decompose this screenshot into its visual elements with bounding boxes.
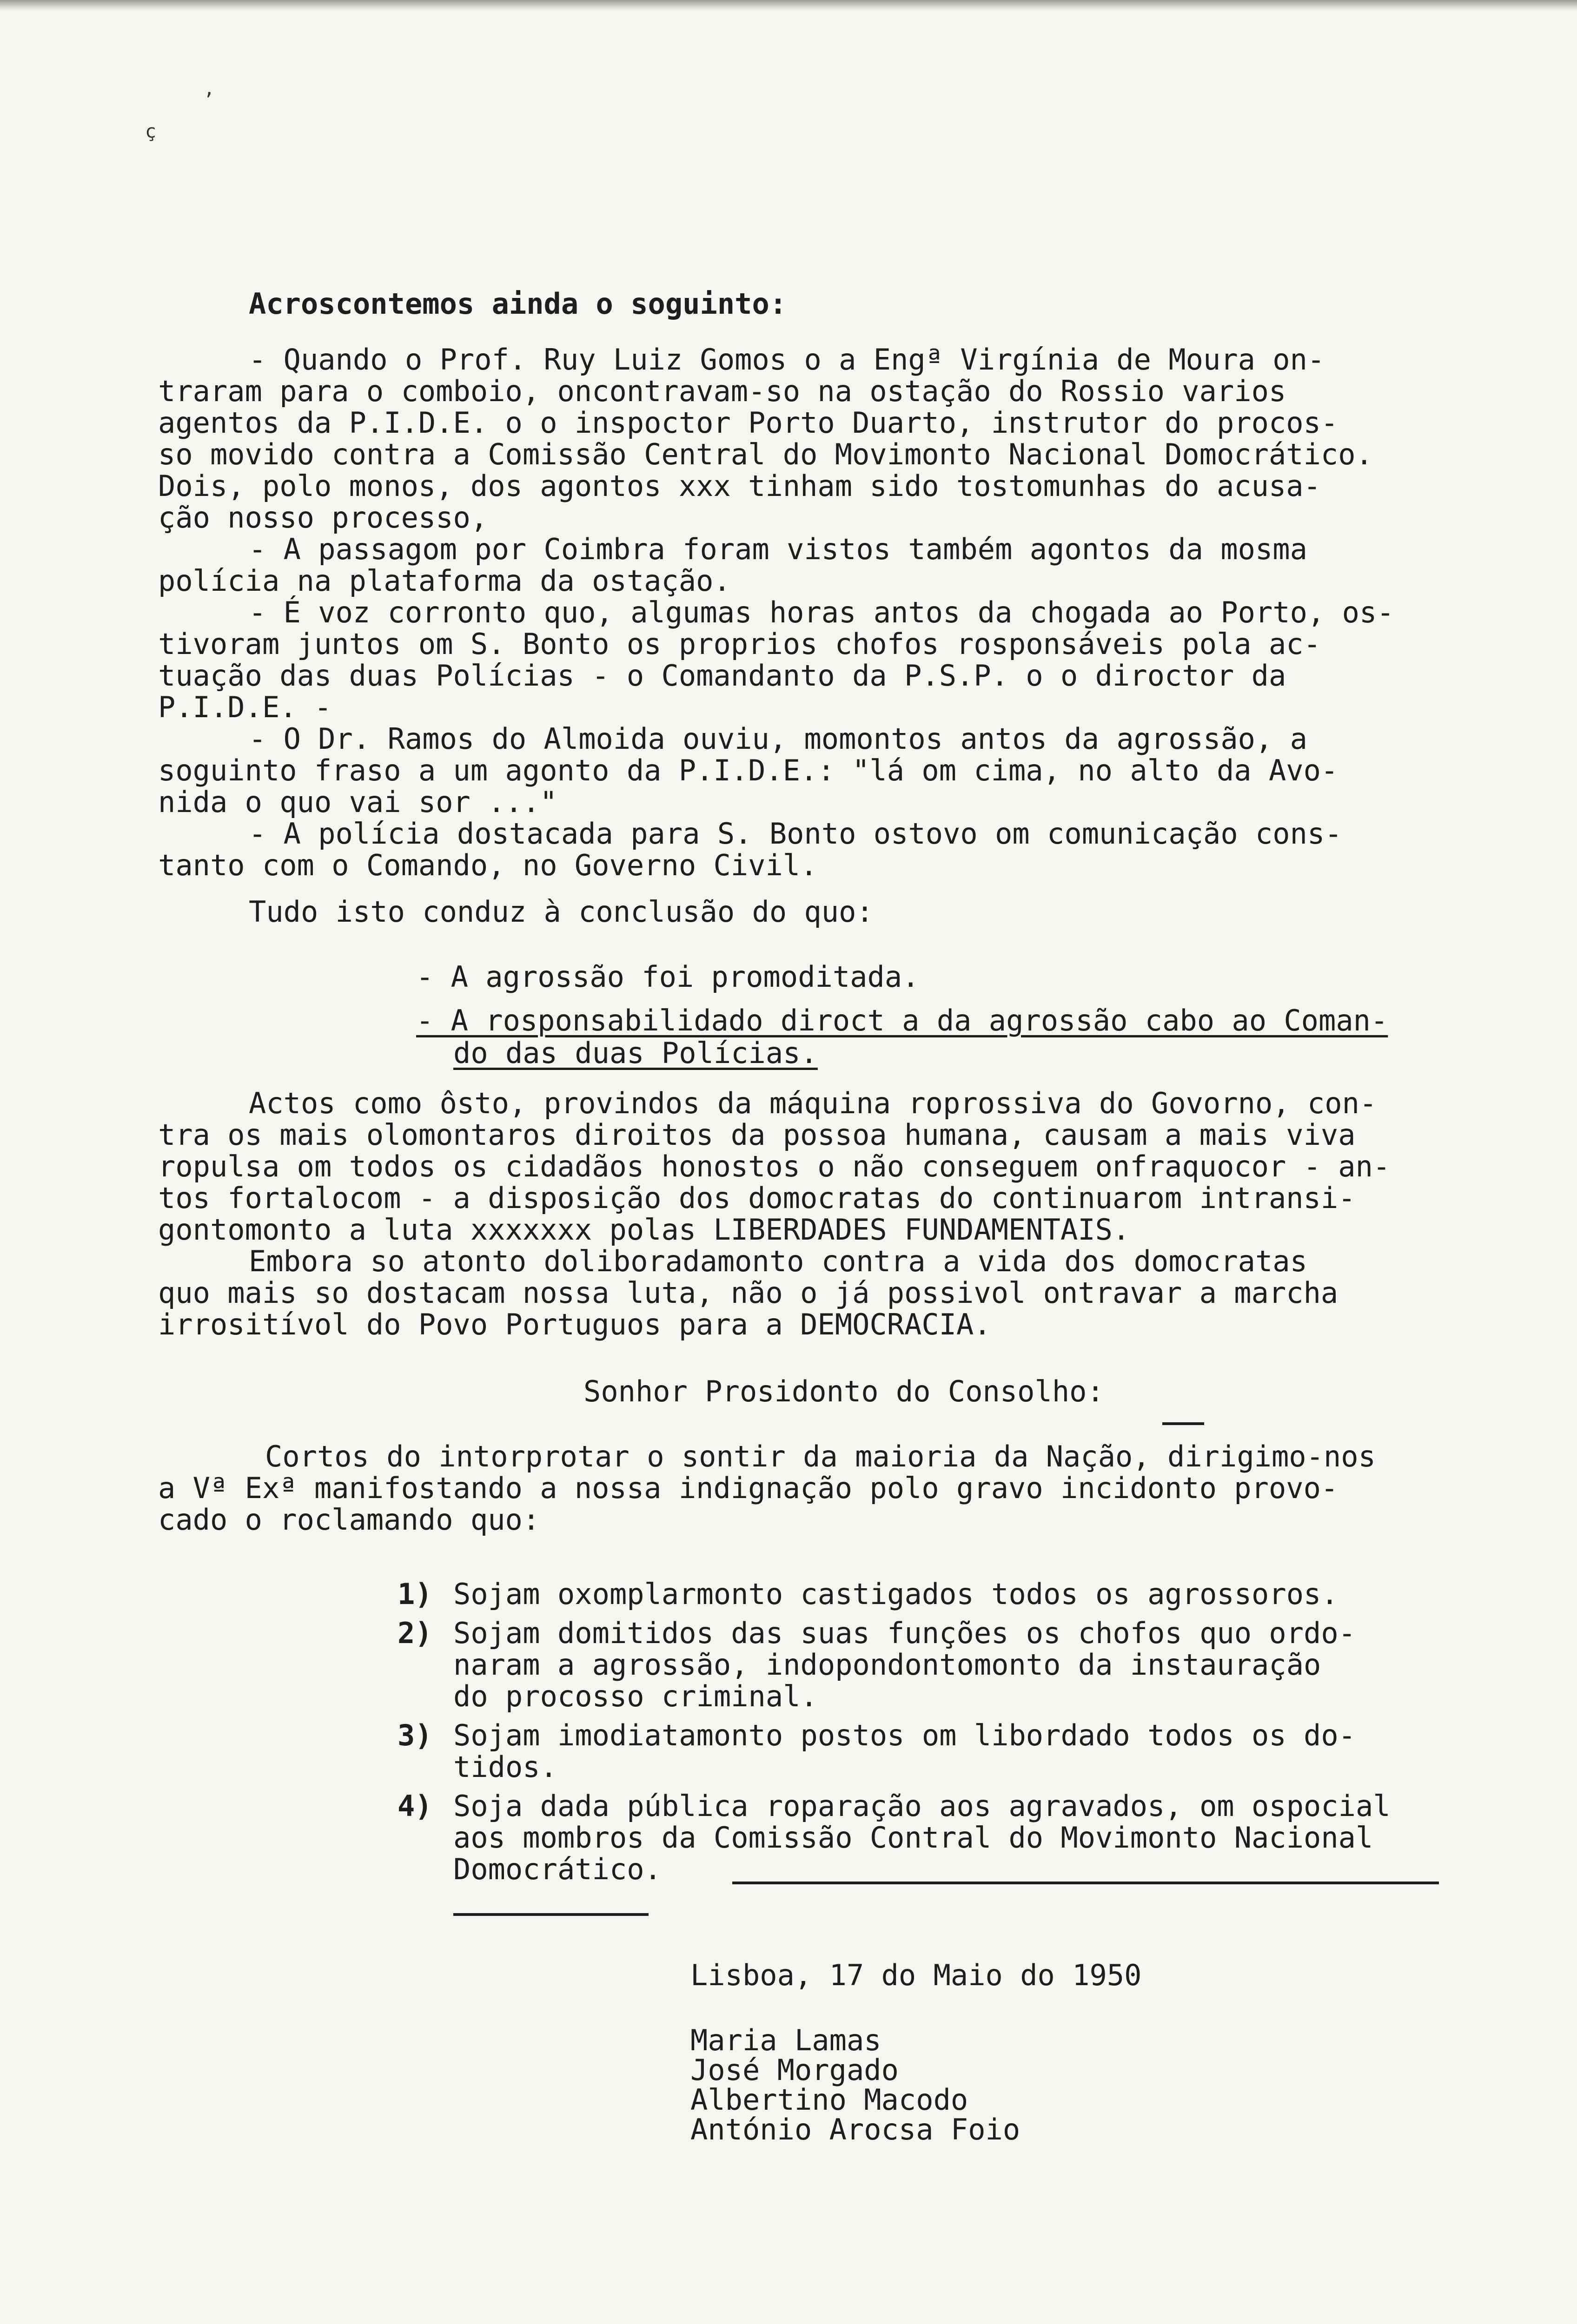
text-line: - Quando o Prof. Ruy Luiz Gomos o a Engª Virgínia de Moura on- [249, 343, 1325, 376]
demand-line: tidos. [453, 1750, 557, 1784]
conclusion-item: - A agrossão foi promoditada. [416, 960, 920, 994]
text-line: tivoram juntos om S. Bonto os proprios chofos rosponsáveis pola ac- [158, 627, 1321, 661]
text-line: irrositívol do Povo Portuguos para a DEMOCRACIA. [158, 1307, 991, 1341]
heading: Acroscontemos ainda o soguinto: [249, 287, 787, 321]
text-line: cado o roclamando quo: [158, 1503, 540, 1537]
signatory: Maria Lamas [690, 2023, 881, 2057]
text-line: agentos da P.I.D.E. o o inspoctor Porto Duarto, instrutor do procos- [158, 406, 1338, 440]
demand-line: Soja dada pública roparação aos agravados, om ospocial [453, 1789, 1391, 1823]
conclusion-item: - A rosponsabilidado diroct a da agrossão cabo ao Coman- [416, 1004, 1388, 1037]
salutation: Sonhor Prosidonto do Consolho: [583, 1374, 1104, 1408]
demand-underline [732, 1882, 1439, 1884]
text-line: so movido contra a Comissão Central do Movimonto Nacional Domocrático. [158, 437, 1373, 471]
text-line: P.I.D.E. - [158, 690, 332, 724]
text-line: - A polícia dostacada para S. Bonto ostovo om comunicação cons- [249, 817, 1342, 851]
demand-line: do procosso criminal. [453, 1679, 818, 1713]
corner-mark-1: , [204, 78, 215, 99]
signatory: António Arocsa Foio [690, 2113, 1020, 2146]
text-line: tuação das duas Polícias - o Comandanto da P.S.P. o o diroctor da [158, 659, 1286, 693]
text-line: quo mais so dostacam nossa luta, não o já possivol ontravar a marcha [158, 1276, 1338, 1310]
text-line: polícia na plataforma da ostação. [158, 564, 731, 598]
text-line: ropulsa om todos os cidadãos honostos o não conseguem onfraquocor - an- [158, 1149, 1391, 1183]
demand-number: 1) [398, 1577, 432, 1611]
text-line: tra os mais olomontaros diroitos da possoa humana, causam a mais viva [158, 1118, 1356, 1152]
text-line: gontomonto a luta xxxxxxx polas LIBERDADES FUNDAMENTAIS. [158, 1213, 1130, 1247]
text-line: - É voz corronto quo, algumas horas antos da chogada ao Porto, os- [249, 595, 1394, 629]
conclusion-item: do das duas Polícias. [453, 1036, 818, 1070]
demand-number: 4) [398, 1789, 432, 1823]
text-line: - O Dr. Ramos do Almoida ouviu, momontos antos da agrossão, a [249, 722, 1307, 756]
text-line: ção nosso processo, [158, 501, 488, 535]
text-line: tos fortalocom - a disposição dos domocratas do continuarom intransi- [158, 1181, 1356, 1215]
text-line: Actos como ôsto, provindos da máquina roprossiva do Govorno, con- [249, 1086, 1377, 1120]
demand-line: Sojam oxomplarmonto castigados todos os agrossoros. [453, 1577, 1338, 1611]
text-line: Embora so atonto doliboradamonto contra a vida dos domocratas [249, 1244, 1307, 1278]
text-line: Cortos do intorprotar o sontir da maioria da Nação, dirigimo-nos [265, 1439, 1376, 1473]
signatory: Albertino Macodo [690, 2083, 968, 2117]
text-line: a Vª Exª manifostando a nossa indignação polo gravo incidonto provo- [158, 1471, 1338, 1505]
conclusion-intro: Tudo isto conduz à conclusão do quo: [249, 895, 874, 929]
place-date: Lisboa, 17 do Maio do 1950 [690, 1958, 1142, 1992]
text-line: traram para o comboio, oncontravam-so na ostação do Rossio varios [158, 374, 1286, 408]
demand-number: 2) [398, 1616, 432, 1650]
demand-line: Domocrático. [453, 1852, 662, 1886]
demand-line: Sojam domitidos das suas funções os chofos quo ordo- [453, 1616, 1356, 1650]
text-line: tanto com o Comando, no Governo Civil. [158, 848, 818, 882]
demand-number: 3) [398, 1718, 432, 1752]
demand-line: naram a agrossão, indopondontomonto da instauração [453, 1648, 1321, 1682]
text-line: nida o quo vai sor ..." [158, 785, 557, 819]
demand-underline [453, 1913, 649, 1916]
text-line: soguinto fraso a um agonto da P.I.D.E.: "lá om cima, no alto da Avo- [158, 753, 1338, 787]
scan-edge-top [0, 0, 1577, 10]
demand-line: Sojam imodiatamonto postos om libordado todos os do- [453, 1718, 1356, 1752]
text-line: Dois, polo monos, dos agontos xxx tinham sido tostomunhas do acusa- [158, 469, 1321, 503]
demand-line: aos mombros da Comissão Contral do Movimonto Nacional [453, 1821, 1373, 1855]
salutation-tick [1162, 1422, 1204, 1425]
signatory: José Morgado [690, 2053, 899, 2087]
text-line: - A passagom por Coimbra foram vistos também agontos da mosma [249, 532, 1307, 566]
corner-mark-2: ç [145, 121, 157, 142]
